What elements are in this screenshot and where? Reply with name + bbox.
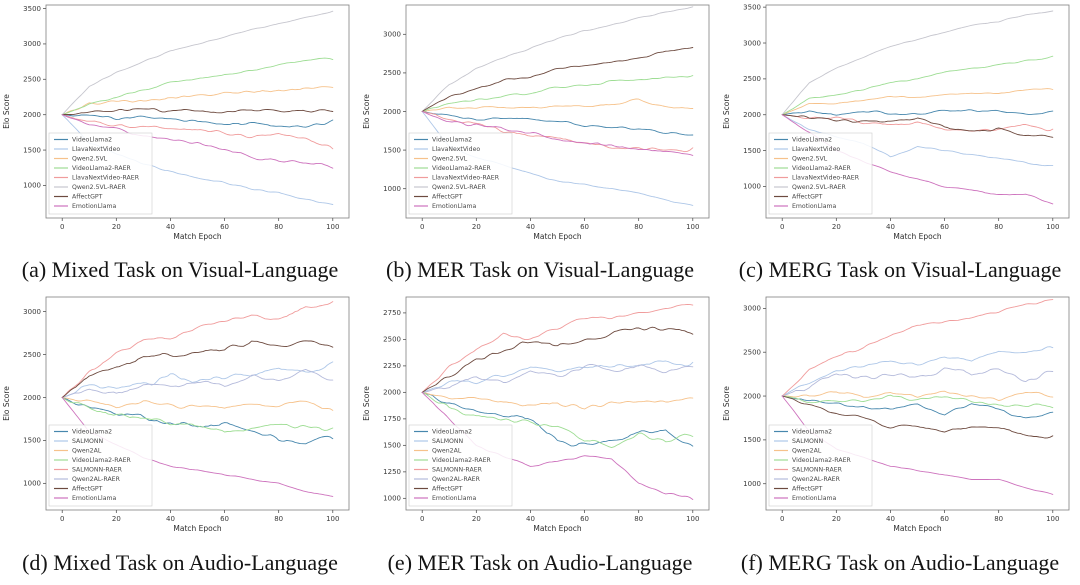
series-line-SALMONN-RAER: [422, 304, 693, 392]
legend-label-VideoLlama2: VideoLlama2: [432, 428, 473, 436]
y-axis-label: Elo Score: [362, 386, 371, 421]
x-axis-label: Match Epoch: [173, 524, 222, 533]
legend-label-EmotionLlama: EmotionLlama: [432, 203, 477, 211]
legend-label-VideoLlama2-RAER: VideoLlama2-RAER: [792, 165, 851, 173]
legend: [769, 133, 872, 214]
y-tick-label: 2000: [383, 388, 401, 397]
chart-e: [360, 292, 720, 540]
series-line-Qwen2.5VL: [782, 89, 1053, 115]
y-tick-label: 1000: [743, 480, 761, 489]
x-tick-label: 60: [580, 515, 590, 523]
x-tick-label: 0: [419, 515, 425, 523]
x-tick-label: 40: [885, 515, 895, 523]
x-tick-label: 80: [274, 223, 284, 231]
legend-label-VideoLlama2: VideoLlama2: [72, 428, 113, 436]
y-tick-label: 1000: [743, 182, 761, 191]
series-line-SALMONN: [782, 347, 1053, 396]
series-line-VideoLlama2: [782, 110, 1053, 116]
y-tick-label: 2750: [383, 309, 401, 318]
legend: [409, 133, 512, 214]
x-tick-label: 20: [831, 515, 841, 523]
caption-b: (b) MER Task on Visual-Language: [386, 257, 694, 282]
legend-label-Qwen2AL-RAER: Qwen2AL-RAER: [432, 476, 480, 484]
caption-f: (f) MERG Task on Audio-Language: [740, 549, 1060, 575]
chart-b: [360, 0, 720, 248]
y-axis-label: Elo Score: [2, 94, 11, 129]
legend-label-LlavaNextVideo: LlavaNextVideo: [72, 146, 121, 154]
legend-label-EmotionLlama: EmotionLlama: [792, 203, 837, 211]
legend-label-Qwen2.5VL: Qwen2.5VL: [72, 155, 108, 163]
y-tick-label: 2000: [743, 392, 761, 401]
x-tick-label: 40: [165, 515, 175, 523]
elo-chart-svg-c: [720, 0, 1080, 248]
y-tick-label: 1500: [383, 441, 401, 450]
x-tick-label: 80: [994, 515, 1004, 523]
legend-label-SALMONN: SALMONN: [72, 438, 104, 446]
legend-label-SALMONN: SALMONN: [792, 438, 824, 446]
legend-label-VideoLlama2: VideoLlama2: [792, 428, 833, 436]
elo-chart-svg-b: [360, 0, 720, 248]
y-tick-label: 2000: [23, 393, 41, 402]
elo-chart-svg-d: [0, 292, 360, 540]
chart-c: [720, 0, 1080, 248]
y-tick-label: 3000: [743, 304, 761, 313]
y-tick-label: 3000: [743, 39, 761, 48]
y-axis-label: Elo Score: [722, 386, 731, 421]
series-line-Qwen2AL: [782, 391, 1053, 400]
y-tick-label: 1750: [383, 415, 401, 424]
x-tick-label: 100: [326, 515, 340, 523]
x-tick-label: 100: [686, 223, 700, 231]
series-line-VideoLlama2: [62, 115, 333, 128]
y-tick-label: 2500: [383, 335, 401, 344]
legend-label-LlavaNextVideo-RAER: LlavaNextVideo-RAER: [72, 174, 139, 182]
y-tick-label: 2500: [383, 69, 401, 78]
legend-label-Qwen2.5VL-RAER: Qwen2.5VL-RAER: [792, 184, 846, 192]
x-tick-label: 0: [779, 515, 785, 523]
x-tick-label: 100: [1046, 515, 1060, 523]
legend-label-AffectGPT: AffectGPT: [72, 193, 103, 201]
x-tick-label: 20: [831, 223, 841, 231]
legend-label-AffectGPT: AffectGPT: [72, 485, 103, 493]
x-tick-label: 20: [111, 223, 121, 231]
caption-a: (a) Mixed Task on Visual-Language: [21, 257, 339, 282]
series-line-AffectGPT: [62, 109, 333, 115]
legend-label-Qwen2AL: Qwen2AL: [792, 447, 822, 455]
y-axis-label: Elo Score: [722, 94, 731, 129]
elo-chart-svg-f: [720, 292, 1080, 540]
legend-label-SALMONN-RAER: SALMONN-RAER: [792, 466, 842, 474]
x-tick-label: 40: [165, 223, 175, 231]
series-line-AffectGPT: [422, 48, 693, 112]
legend-label-EmotionLlama: EmotionLlama: [792, 495, 837, 503]
legend-label-Qwen2AL-RAER: Qwen2AL-RAER: [792, 476, 840, 484]
series-line-VideoLlama2-RAER: [782, 56, 1053, 114]
y-tick-label: 2000: [23, 110, 41, 119]
legend-label-VideoLlama2-RAER: VideoLlama2-RAER: [72, 165, 131, 173]
x-tick-label: 80: [634, 223, 644, 231]
legend-label-AffectGPT: AffectGPT: [432, 485, 463, 493]
legend-label-VideoLlama2: VideoLlama2: [72, 136, 113, 144]
y-tick-label: 3500: [743, 3, 761, 12]
x-tick-label: 0: [419, 223, 425, 231]
x-tick-label: 0: [59, 223, 65, 231]
elo-chart-svg-a: [0, 0, 360, 248]
legend-label-VideoLlama2: VideoLlama2: [432, 136, 473, 144]
y-tick-label: 1500: [23, 146, 41, 155]
x-tick-label: 60: [940, 515, 950, 523]
legend-label-AffectGPT: AffectGPT: [792, 193, 823, 201]
x-tick-label: 40: [885, 223, 895, 231]
caption-c: (c) MERG Task on Visual-Language: [738, 257, 1062, 282]
legend-label-LlavaNextVideo: LlavaNextVideo: [432, 146, 481, 154]
series-line-Qwen2.5VL-RAER: [62, 11, 333, 115]
y-tick-label: 1500: [23, 436, 41, 445]
legend-label-VideoLlama2-RAER: VideoLlama2-RAER: [792, 457, 851, 465]
y-tick-label: 2250: [383, 362, 401, 371]
y-tick-label: 1000: [383, 494, 401, 503]
x-tick-label: 0: [59, 515, 65, 523]
legend-label-VideoLlama2: VideoLlama2: [792, 136, 833, 144]
series-line-Qwen2AL: [62, 398, 333, 411]
y-tick-label: 2000: [743, 111, 761, 120]
y-tick-label: 1000: [383, 184, 401, 193]
elo-chart-svg-e: [360, 292, 720, 540]
y-tick-label: 1500: [383, 146, 401, 155]
legend-label-VideoLlama2-RAER: VideoLlama2-RAER: [432, 457, 491, 465]
legend-label-LlavaNextVideo-RAER: LlavaNextVideo-RAER: [432, 174, 499, 182]
legend-label-SALMONN-RAER: SALMONN-RAER: [432, 466, 482, 474]
x-tick-label: 80: [274, 515, 284, 523]
x-axis-label: Match Epoch: [173, 232, 222, 241]
x-tick-label: 60: [220, 223, 230, 231]
series-line-VideoLlama2-RAER: [62, 58, 333, 115]
x-tick-label: 60: [580, 223, 590, 231]
y-axis-label: Elo Score: [362, 94, 371, 129]
series-line-SALMONN-RAER: [782, 300, 1053, 396]
legend-label-Qwen2.5VL: Qwen2.5VL: [432, 155, 468, 163]
series-line-Qwen2AL-RAER: [782, 368, 1053, 396]
series-line-Qwen2.5VL-RAER: [422, 7, 693, 112]
x-tick-label: 40: [525, 515, 535, 523]
x-axis-label: Match Epoch: [893, 524, 942, 533]
y-tick-label: 2500: [743, 348, 761, 357]
y-tick-label: 1000: [23, 181, 41, 190]
legend-label-EmotionLlama: EmotionLlama: [72, 203, 117, 211]
caption-e: (e) MER Task on Audio-Language: [387, 549, 693, 575]
y-tick-label: 1500: [743, 436, 761, 445]
x-tick-label: 80: [634, 515, 644, 523]
legend-label-VideoLlama2-RAER: VideoLlama2-RAER: [432, 165, 491, 173]
y-tick-label: 2500: [23, 75, 41, 84]
x-tick-label: 100: [326, 223, 340, 231]
legend-label-AffectGPT: AffectGPT: [792, 485, 823, 493]
y-tick-label: 1250: [383, 468, 401, 477]
y-tick-label: 1500: [743, 146, 761, 155]
legend-label-Qwen2.5VL-RAER: Qwen2.5VL-RAER: [72, 184, 126, 192]
legend-label-Qwen2.5VL: Qwen2.5VL: [792, 155, 828, 163]
series-line-SALMONN-RAER: [62, 302, 333, 398]
y-tick-label: 2000: [383, 107, 401, 116]
legend-label-SALMONN-RAER: SALMONN-RAER: [72, 466, 122, 474]
legend: [49, 425, 152, 506]
x-tick-label: 100: [1046, 223, 1060, 231]
legend-label-LlavaNextVideo-RAER: LlavaNextVideo-RAER: [792, 174, 859, 182]
x-tick-label: 100: [686, 515, 700, 523]
y-tick-label: 2500: [23, 350, 41, 359]
legend-label-SALMONN: SALMONN: [432, 438, 464, 446]
series-line-AffectGPT: [62, 341, 333, 398]
x-tick-label: 60: [220, 515, 230, 523]
legend-label-EmotionLlama: EmotionLlama: [72, 495, 117, 503]
x-tick-label: 20: [471, 515, 481, 523]
series-line-LlavaNextVideo-RAER: [782, 115, 1053, 132]
legend-label-EmotionLlama: EmotionLlama: [432, 495, 477, 503]
x-tick-label: 60: [940, 223, 950, 231]
y-axis-label: Elo Score: [2, 386, 11, 421]
legend-label-VideoLlama2-RAER: VideoLlama2-RAER: [72, 457, 131, 465]
legend: [409, 425, 512, 506]
y-tick-label: 3000: [23, 40, 41, 49]
series-line-Qwen2AL: [422, 392, 693, 409]
chart-d: [0, 292, 360, 540]
caption-d: (d) Mixed Task on Audio-Language: [22, 549, 338, 575]
x-axis-label: Match Epoch: [533, 232, 582, 241]
y-tick-label: 1000: [23, 479, 41, 488]
x-tick-label: 40: [525, 223, 535, 231]
legend: [769, 425, 872, 506]
y-tick-label: 2500: [743, 75, 761, 84]
legend-label-AffectGPT: AffectGPT: [432, 193, 463, 201]
chart-a: [0, 0, 360, 248]
series-line-SALMONN: [422, 361, 693, 392]
legend-label-Qwen2AL: Qwen2AL: [432, 447, 462, 455]
y-tick-label: 3500: [23, 4, 41, 13]
legend-label-Qwen2AL: Qwen2AL: [72, 447, 102, 455]
series-line-Qwen2AL-RAER: [422, 364, 693, 392]
x-axis-label: Match Epoch: [893, 232, 942, 241]
chart-f: [720, 292, 1080, 540]
y-tick-label: 3000: [23, 307, 41, 316]
series-line-SALMONN: [62, 362, 333, 398]
x-tick-label: 20: [111, 515, 121, 523]
series-line-AffectGPT: [422, 327, 693, 392]
legend: [49, 133, 152, 214]
legend-label-LlavaNextVideo: LlavaNextVideo: [792, 146, 841, 154]
x-tick-label: 80: [994, 223, 1004, 231]
y-tick-label: 3000: [383, 30, 401, 39]
x-tick-label: 20: [471, 223, 481, 231]
legend-label-Qwen2.5VL-RAER: Qwen2.5VL-RAER: [432, 184, 486, 192]
x-tick-label: 0: [779, 223, 785, 231]
series-line-Qwen2AL-RAER: [62, 369, 333, 397]
legend-label-Qwen2AL-RAER: Qwen2AL-RAER: [72, 476, 120, 484]
x-axis-label: Match Epoch: [533, 524, 582, 533]
